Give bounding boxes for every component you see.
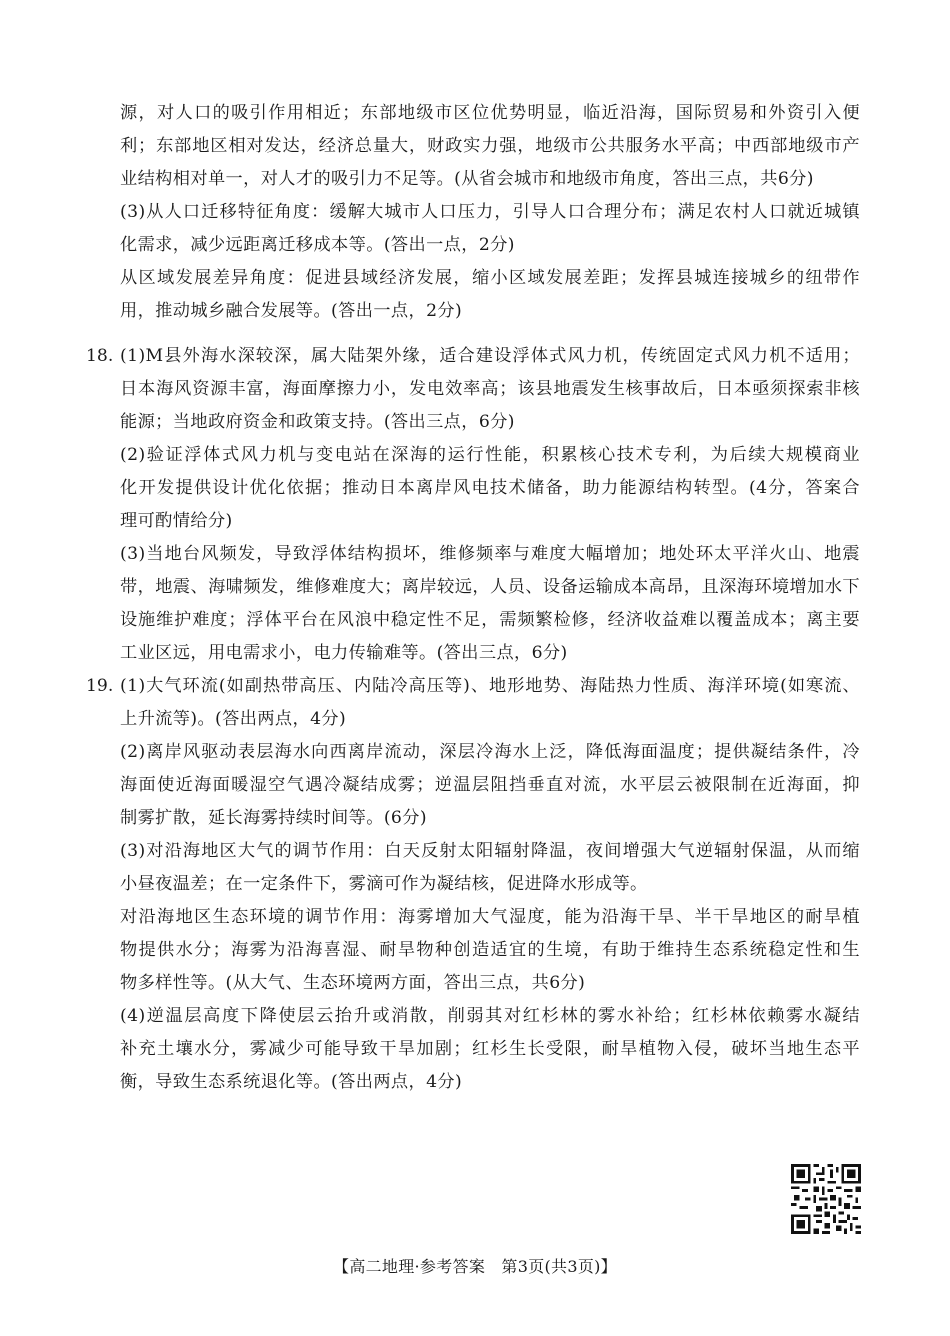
- page-footer: 【高二地理·参考答案 第3页(共3页)】: [333, 1257, 617, 1276]
- text-line: 工业区远，用电需求小，电力传输难等。(答出三点，6分): [120, 643, 568, 663]
- text-line: 对沿海地区生态环境的调节作用：海雾增加大气湿度，能为沿海干旱、半干旱地区的耐旱植: [120, 907, 860, 927]
- text-line: 理可酌情给分): [120, 511, 233, 531]
- qr-code-icon: [791, 1164, 861, 1234]
- text-line: (4)逆温层高度下降使层云抬升或消散，削弱其对红杉林的雾水补给；红杉林依赖雾水凝结: [120, 1006, 860, 1026]
- text-line: (1)大气环流(如副热带高压、内陆冷高压等)、地形地势、海陆热力性质、海洋环境(如寒流、: [120, 676, 860, 696]
- text-line: 海面使近海面暖湿空气遇冷凝结成雾；逆温层阻挡垂直对流，水平层云被限制在近海面，抑: [120, 775, 860, 795]
- text-line: 业结构相对单一，对人才的吸引力不足等。(从省会城市和地级市角度，答出三点，共6分): [120, 169, 814, 189]
- text-line: 源，对人口的吸引作用相近；东部地级市区位优势明显，临近沿海，国际贸易和外资引入便: [120, 103, 860, 123]
- text-line: 日本海风资源丰富，海面摩擦力小，发电效率高；该县地震发生核事故后，日本亟须探索非核: [120, 379, 860, 399]
- text-line: 用，推动城乡融合发展等。(答出一点，2分): [120, 301, 463, 321]
- text-line: (2)离岸风驱动表层海水向西离岸流动，深层冷海水上泛，降低海面温度；提供凝结条件，冷: [120, 742, 860, 762]
- text-line: 能源；当地政府资金和政策支持。(答出三点，6分): [120, 412, 515, 432]
- text-line: 化需求，减少远距离迁移成本等。(答出一点，2分): [120, 235, 515, 255]
- text-line: 利；东部地区相对发达，经济总量大，财政实力强，地级市公共服务水平高；中西部地级市产: [120, 136, 860, 156]
- text-line: (3)从人口迁移特征角度：缓解大城市人口压力，引导人口合理分布；满足农村人口就近城镇: [120, 202, 860, 222]
- text-line: (2)验证浮体式风力机与变电站在深海的运行性能，积累核心技术专利，为后续大规模商业: [120, 445, 860, 465]
- question-19-number: 19.: [86, 676, 114, 696]
- text-line: (1)M县外海水深较深，属大陆架外缘，适合建设浮体式风力机，传统固定式风力机不适用；: [120, 346, 860, 366]
- text-line: 物多样性等。(从大气、生态环境两方面，答出三点，共6分): [120, 973, 586, 993]
- text-line: 带，地震、海啸频发，维修难度大；离岸较远，人员、设备运输成本高昂，且深海环境增加水下: [120, 577, 860, 597]
- text-line: (3)当地台风频发，导致浮体结构损坏，维修频率与难度大幅增加；地处环太平洋火山、地震: [120, 544, 860, 564]
- text-line: 制雾扩散，延长海雾持续时间等。(6分): [120, 808, 427, 828]
- question-18-number: 18.: [86, 346, 114, 366]
- text-line: 上升流等)。(答出两点，4分): [120, 709, 347, 729]
- text-line: 物提供水分；海雾为沿海喜湿、耐旱物种创造适宜的生境，有助于维持生态系统稳定性和生: [120, 940, 860, 960]
- text-line: 小昼夜温差；在一定条件下，雾滴可作为凝结核，促进降水形成等。: [120, 874, 648, 894]
- text-line: 设施维护难度；浮体平台在风浪中稳定性不足，需频繁检修，经济收益难以覆盖成本；离主要: [120, 610, 860, 630]
- text-line: 补充土壤水分，雾减少可能导致干旱加剧；红杉生长受限，耐旱植物入侵，破坏当地生态平: [120, 1039, 860, 1059]
- text-line: (3)对沿海地区大气的调节作用：白天反射太阳辐射降温，夜间增强大气逆辐射保温，从而缩: [120, 841, 860, 861]
- text-line: 化开发提供设计优化依据；推动日本离岸风电技术储备，助力能源结构转型。(4分，答案合: [120, 478, 860, 498]
- text-line: 从区域发展差异角度：促进县域经济发展，缩小区域发展差距；发挥县城连接城乡的纽带作: [120, 268, 860, 288]
- text-line: 衡，导致生态系统退化等。(答出两点，4分): [120, 1072, 463, 1092]
